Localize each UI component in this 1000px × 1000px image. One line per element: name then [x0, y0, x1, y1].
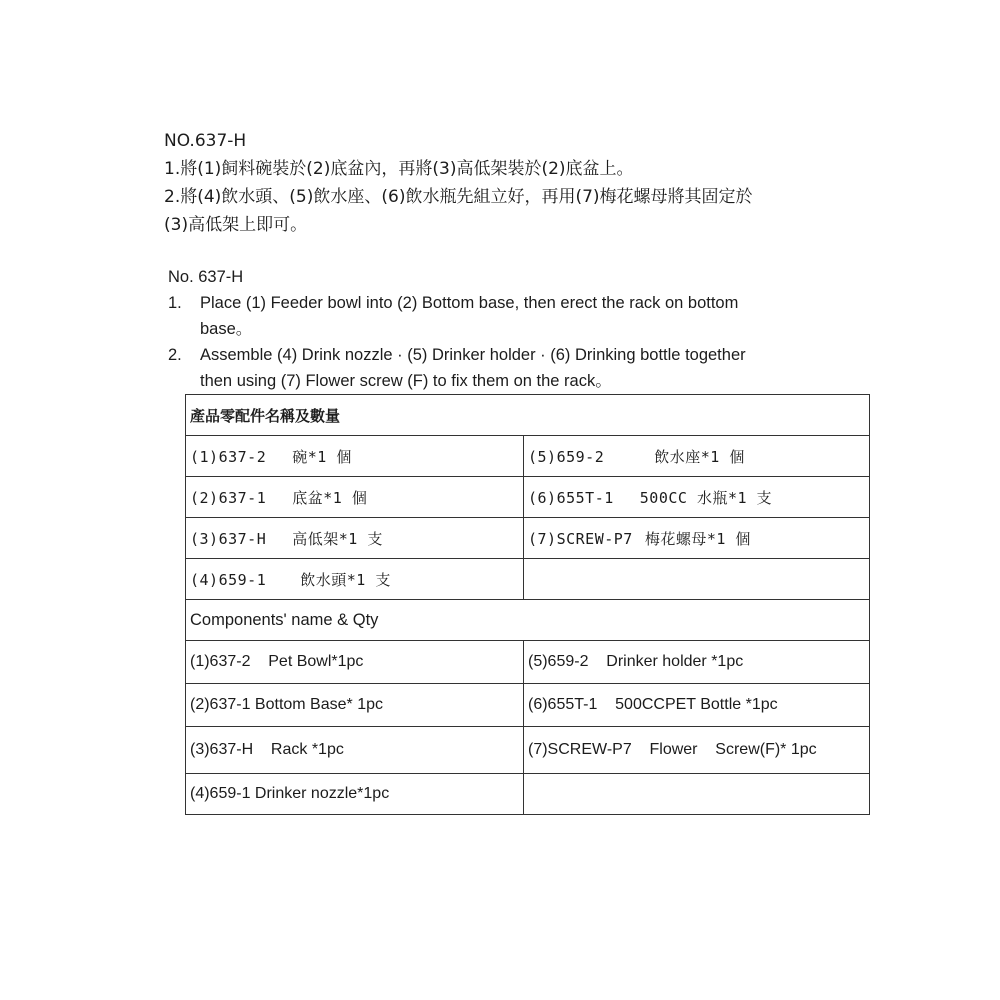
table-row: [186, 395, 870, 436]
zh-part-cell: [524, 518, 870, 559]
table-row: [186, 600, 870, 641]
table-row: [186, 477, 870, 518]
en-step-2-text: Assemble (4) Drink nozzle · (5) Drinker holder · (6) Drinking bottle together: [200, 346, 746, 364]
zh-part-cell: [186, 436, 524, 477]
part-code: (7)SCREW-P7: [528, 529, 633, 548]
part-code: (5)659-2: [528, 447, 605, 466]
part-name: 飲水座*1 個: [654, 447, 745, 466]
en-step-2-continued: then using (7) Flower screw (F) to fix them on the rack。: [200, 372, 612, 390]
part-name: 梅花螺母*1 個: [644, 529, 751, 548]
en-step-1: [168, 290, 898, 316]
part-name: 高低架*1 支: [292, 529, 383, 548]
part-name: 500CC 水瓶*1 支: [639, 488, 773, 507]
en-part-cell: (5)659-2 Drinker holder *1pc: [524, 641, 870, 684]
table-row: [186, 727, 870, 774]
zh-step-2: 2.將(4)飲水頭、(5)飲水座、(6)飲水瓶先組立好，再用(7)梅花螺母將其固定於: [164, 187, 753, 207]
en-step-1-continued: base。: [200, 320, 253, 338]
en-step-1-number: 1.: [168, 294, 182, 312]
parts-table: [185, 394, 870, 815]
part-code: (3)637-H: [190, 529, 267, 548]
zh-part-cell: [524, 477, 870, 518]
part-name: 底盆*1 個: [292, 488, 368, 507]
en-part-cell: (6)655T-1 500CCPET Bottle *1pc: [524, 684, 870, 727]
part-name: 飲水頭*1 支: [300, 570, 391, 589]
part-code: (2)637-1: [190, 488, 267, 507]
empty-cell: [524, 774, 870, 815]
part-code: (6)655T-1: [528, 488, 614, 507]
english-instructions: [168, 264, 898, 394]
part-code: (1)637-2: [190, 447, 267, 466]
en-part-cell: (7)SCREW-P7 Flower Screw(F)* 1pc: [524, 727, 870, 774]
en-part-cell: (3)637-H Rack *1pc: [186, 727, 524, 774]
en-step-1-continued-row: [168, 316, 898, 342]
en-part-cell: (1)637-2 Pet Bowl*1pc: [186, 641, 524, 684]
zh-part-cell: [524, 436, 870, 477]
empty-cell: [524, 559, 870, 600]
en-table-header: Components' name & Qty: [186, 600, 870, 641]
chinese-instructions: [164, 127, 894, 239]
part-code: (4)659-1: [190, 570, 267, 589]
table-row: [186, 774, 870, 815]
zh-part-cell: [186, 477, 524, 518]
table-row: [186, 641, 870, 684]
en-step-2-number: 2.: [168, 346, 182, 364]
zh-step-2-continued: (3)高低架上即可。: [164, 215, 308, 235]
zh-table-header: 產品零配件名稱及數量: [186, 395, 870, 436]
table-row: [186, 559, 870, 600]
table-row: [186, 684, 870, 727]
en-step-2-continued-row: [168, 368, 898, 394]
en-part-cell: (2)637-1 Bottom Base* 1pc: [186, 684, 524, 727]
table-row: [186, 518, 870, 559]
en-model-number: No. 637-H: [168, 268, 244, 286]
en-step-2: [168, 342, 898, 368]
zh-model-number: NO.637-H: [164, 131, 247, 151]
zh-part-cell: [186, 518, 524, 559]
en-step-1-text: Place (1) Feeder bowl into (2) Bottom base, then erect the rack on bottom: [200, 294, 739, 312]
en-part-cell: (4)659-1 Drinker nozzle*1pc: [186, 774, 524, 815]
table-row: [186, 436, 870, 477]
zh-step-1: 1.將(1)飼料碗裝於(2)底盆內，再將(3)高低架裝於(2)底盆上。: [164, 159, 634, 179]
part-name: 碗*1 個: [292, 447, 352, 466]
zh-part-cell: [186, 559, 524, 600]
